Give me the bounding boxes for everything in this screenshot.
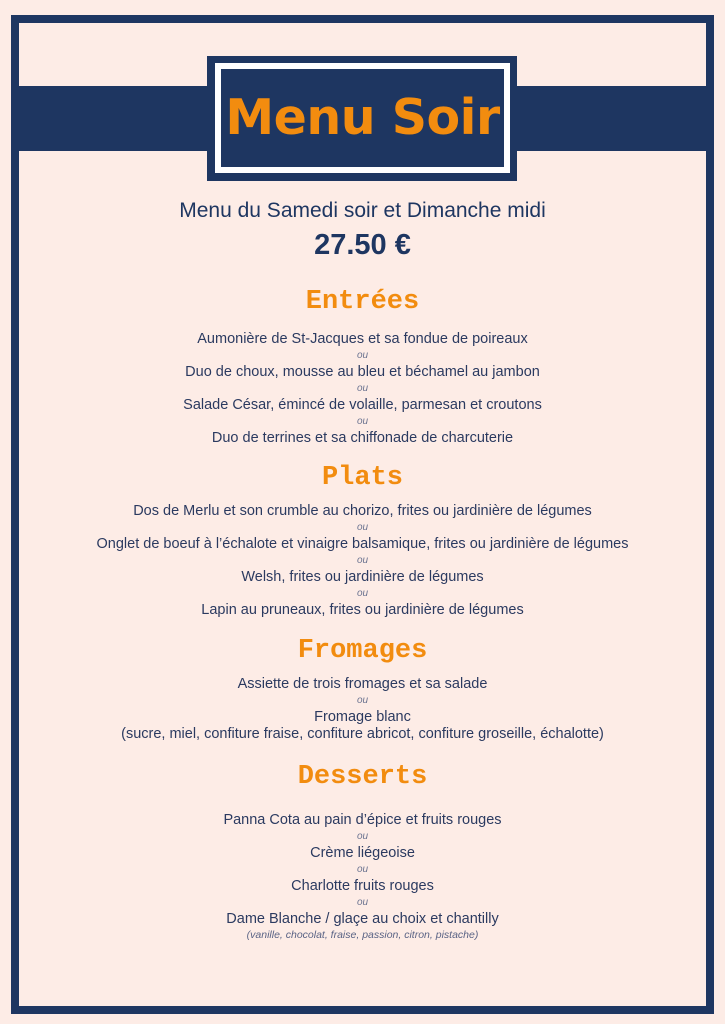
section-heading-entrees: Entrées bbox=[305, 287, 420, 317]
menu-price: 27.50 € bbox=[314, 229, 411, 261]
separator-ou: ou bbox=[356, 522, 369, 533]
menu-item: Duo de terrines et sa chiffonade de charcuterie bbox=[211, 430, 514, 446]
menu-item: Lapin au pruneaux, frites ou jardinière de légumes bbox=[201, 602, 524, 618]
section-heading-plats: Plats bbox=[321, 463, 403, 493]
menu-item-detail: (sucre, miel, confiture fraise, confiture abricot, confiture groseille, échalotte) bbox=[121, 726, 604, 742]
section-fromages bbox=[0, 636, 725, 743]
separator-ou: ou bbox=[356, 555, 369, 566]
menu-item: Aumonière de St-Jacques et sa fondue de poireaux bbox=[197, 331, 528, 347]
menu-item: Charlotte fruits rouges bbox=[291, 878, 434, 894]
menu-item: Crème liégeoise bbox=[310, 845, 415, 861]
separator-ou: ou bbox=[356, 864, 369, 875]
menu-item: Dos de Merlu et son crumble au chorizo, frites ou jardinière de légumes bbox=[133, 503, 592, 519]
menu-subtitle: Menu du Samedi soir et Dimanche midi bbox=[179, 199, 546, 222]
menu-item: Fromage blanc bbox=[314, 709, 411, 725]
menu-item: Dame Blanche / glaçe au choix et chantilly bbox=[226, 911, 499, 927]
separator-ou: ou bbox=[356, 695, 369, 706]
menu-item: Duo de choux, mousse au bleu et béchamel au jambon bbox=[185, 364, 540, 380]
menu-item-detail: (vanille, chocolat, fraise, passion, citron, pistache) bbox=[246, 929, 479, 941]
section-desserts bbox=[0, 762, 725, 942]
separator-ou: ou bbox=[356, 416, 369, 427]
separator-ou: ou bbox=[356, 350, 369, 361]
title-box bbox=[207, 56, 517, 181]
section-entrees bbox=[0, 287, 725, 447]
title-inner-border bbox=[215, 63, 510, 173]
section-heading-fromages: Fromages bbox=[297, 636, 428, 666]
section-heading-desserts: Desserts bbox=[297, 762, 428, 792]
menu-item: Panna Cota au pain d’épice et fruits rouges bbox=[223, 812, 502, 828]
separator-ou: ou bbox=[356, 831, 369, 842]
menu-item: Onglet de boeuf à l’échalote et vinaigre balsamique, frites ou jardinière de légumes bbox=[96, 536, 629, 552]
section-plats bbox=[0, 463, 725, 619]
menu-item: Welsh, frites ou jardinière de légumes bbox=[241, 569, 484, 585]
menu-item: Salade César, émincé de volaille, parmesan et croutons bbox=[183, 397, 542, 413]
menu-title: Menu Soir bbox=[225, 88, 500, 146]
separator-ou: ou bbox=[356, 383, 369, 394]
menu-item: Assiette de trois fromages et sa salade bbox=[237, 676, 488, 692]
separator-ou: ou bbox=[356, 588, 369, 599]
separator-ou: ou bbox=[356, 897, 369, 908]
